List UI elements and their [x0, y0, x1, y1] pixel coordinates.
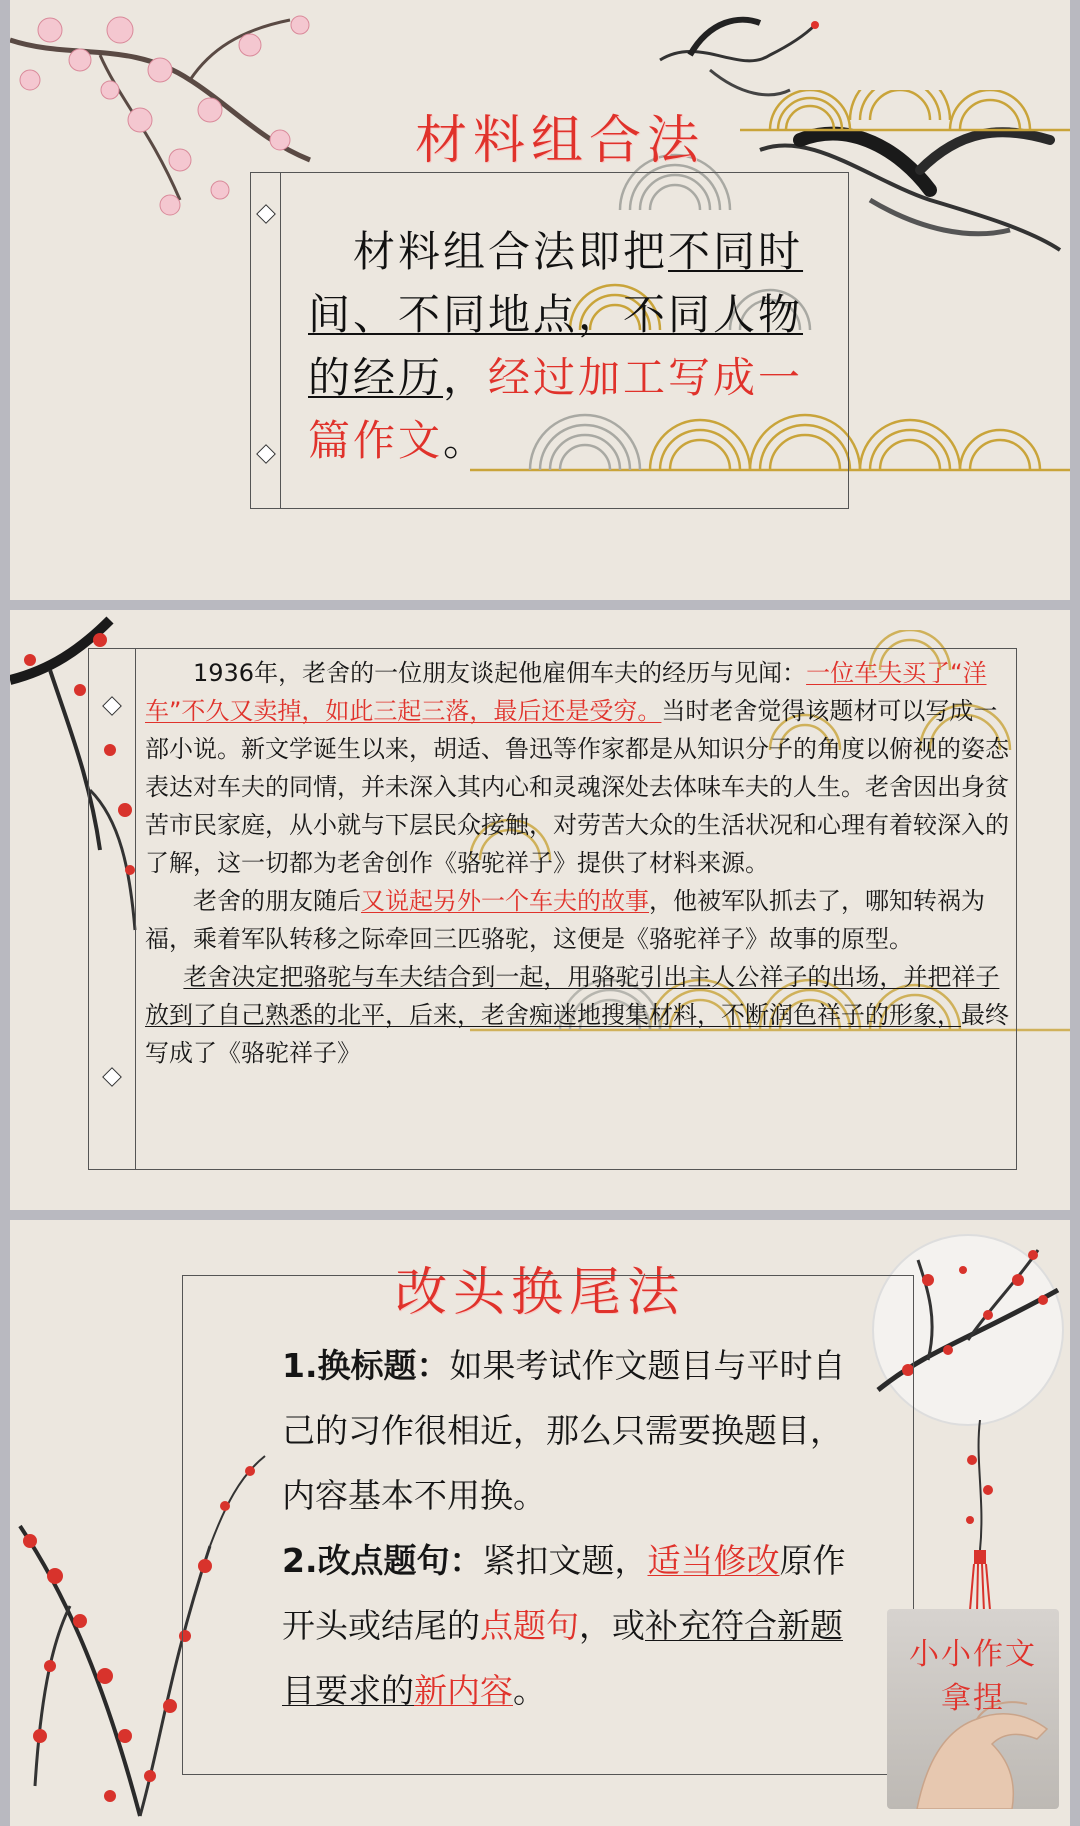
p2-intro: 老舍的朋友随后: [193, 887, 361, 915]
method-item-2: [282, 1528, 862, 1723]
p1-intro: 1936年，老舍的一位朋友谈起他雇佣车夫的经历与见闻：: [193, 659, 807, 687]
p1-rest: 当时老舍觉得该题材可以写成一部小说。新文学诞生以来，胡适、鲁迅等作家都是从知识分子的角度以俯视的姿态表达对车夫的同情，并未深入其内心和灵魂深处去体味车夫的人生。老舍因出身贫苦市民家庭，从小就与下层民众接触，对劳苦大众的生活状况和心理有着较深入的了解，这一切都为老舍创作《骆驼祥子》提供了材料来源。: [145, 697, 1009, 877]
item2-text-b: 原作开头或结尾的: [282, 1541, 846, 1645]
slide-material-combination: [10, 0, 1070, 600]
item2-text-a: 紧扣文题，: [482, 1541, 648, 1580]
hanging-ornament-icon: [940, 1420, 1020, 1620]
slide3-methods: [282, 1333, 862, 1723]
definition-end: 。: [443, 416, 489, 465]
method-item-1: [282, 1333, 862, 1528]
sticker-caption: [887, 1633, 1059, 1721]
slide1-title: 材料组合法: [415, 111, 706, 171]
frame-divider: [280, 172, 281, 508]
item2-label: 2.改点题句：: [282, 1541, 483, 1580]
frame-divider: [135, 648, 136, 1169]
slide1-definition: [308, 220, 828, 472]
item2-red-2: 点题句: [480, 1606, 579, 1645]
definition-lead: 材料组合法即把: [353, 227, 669, 276]
definition-underlined: 不同时间、不同地点，不同人物的经历: [308, 227, 804, 402]
sticker-line-2: 拿捏: [941, 1681, 1005, 1716]
story-paragraph-3: [145, 958, 1020, 1072]
item2-text-c: ，或: [579, 1606, 645, 1645]
definition-comma: ，: [443, 353, 489, 402]
p1-highlight: 一位车夫买了“洋车”不久又卖掉，如此三起三落，最后还是受穷。: [145, 659, 987, 725]
pinch-gesture-sticker: [887, 1609, 1059, 1809]
item2-red-3: 新内容: [414, 1671, 513, 1710]
p2-rest: ，他被军队抓去了，哪知转祸为福，乘着军队转移之际牵回三匹骆驼，这便是《骆驼祥子》故事的原型。: [145, 887, 985, 953]
indent: [308, 227, 353, 276]
story-paragraph-1: [145, 654, 1020, 882]
item2-red-1: 适当修改: [647, 1541, 780, 1580]
slide2-story: [145, 654, 1020, 1072]
slide-camel-xiangzi-example: [10, 610, 1070, 1210]
item2-underlined: 补充符合新题目要求的: [282, 1606, 843, 1710]
p2-highlight: 又说起另外一个车夫的故事: [361, 887, 649, 915]
item2-text-d: 。: [513, 1671, 546, 1710]
story-paragraph-2: [145, 882, 1020, 958]
p3-end: 最终写成了《骆驼祥子》: [145, 1001, 1009, 1067]
slide3-title: 改头换尾法: [395, 1263, 686, 1323]
p3-underlined: 老舍决定把骆驼与车夫结合到一起，用骆驼引出主人公祥子的出场，并把祥子放到了自己熟悉的北平，后来，老舍痴迷地搜集材料，不断润色祥子的形象，: [145, 963, 1000, 1029]
item1-text: 如果考试作文题目与平时自己的习作很相近，那么只需要换题目，内容基本不用换。: [282, 1346, 846, 1515]
slide-head-tail-change: [10, 1220, 1070, 1826]
definition-red: 经过加工写成一篇作文: [308, 353, 804, 465]
sticker-line-1: 小小作文: [909, 1637, 1037, 1672]
item1-label: 1.换标题：: [282, 1346, 450, 1385]
